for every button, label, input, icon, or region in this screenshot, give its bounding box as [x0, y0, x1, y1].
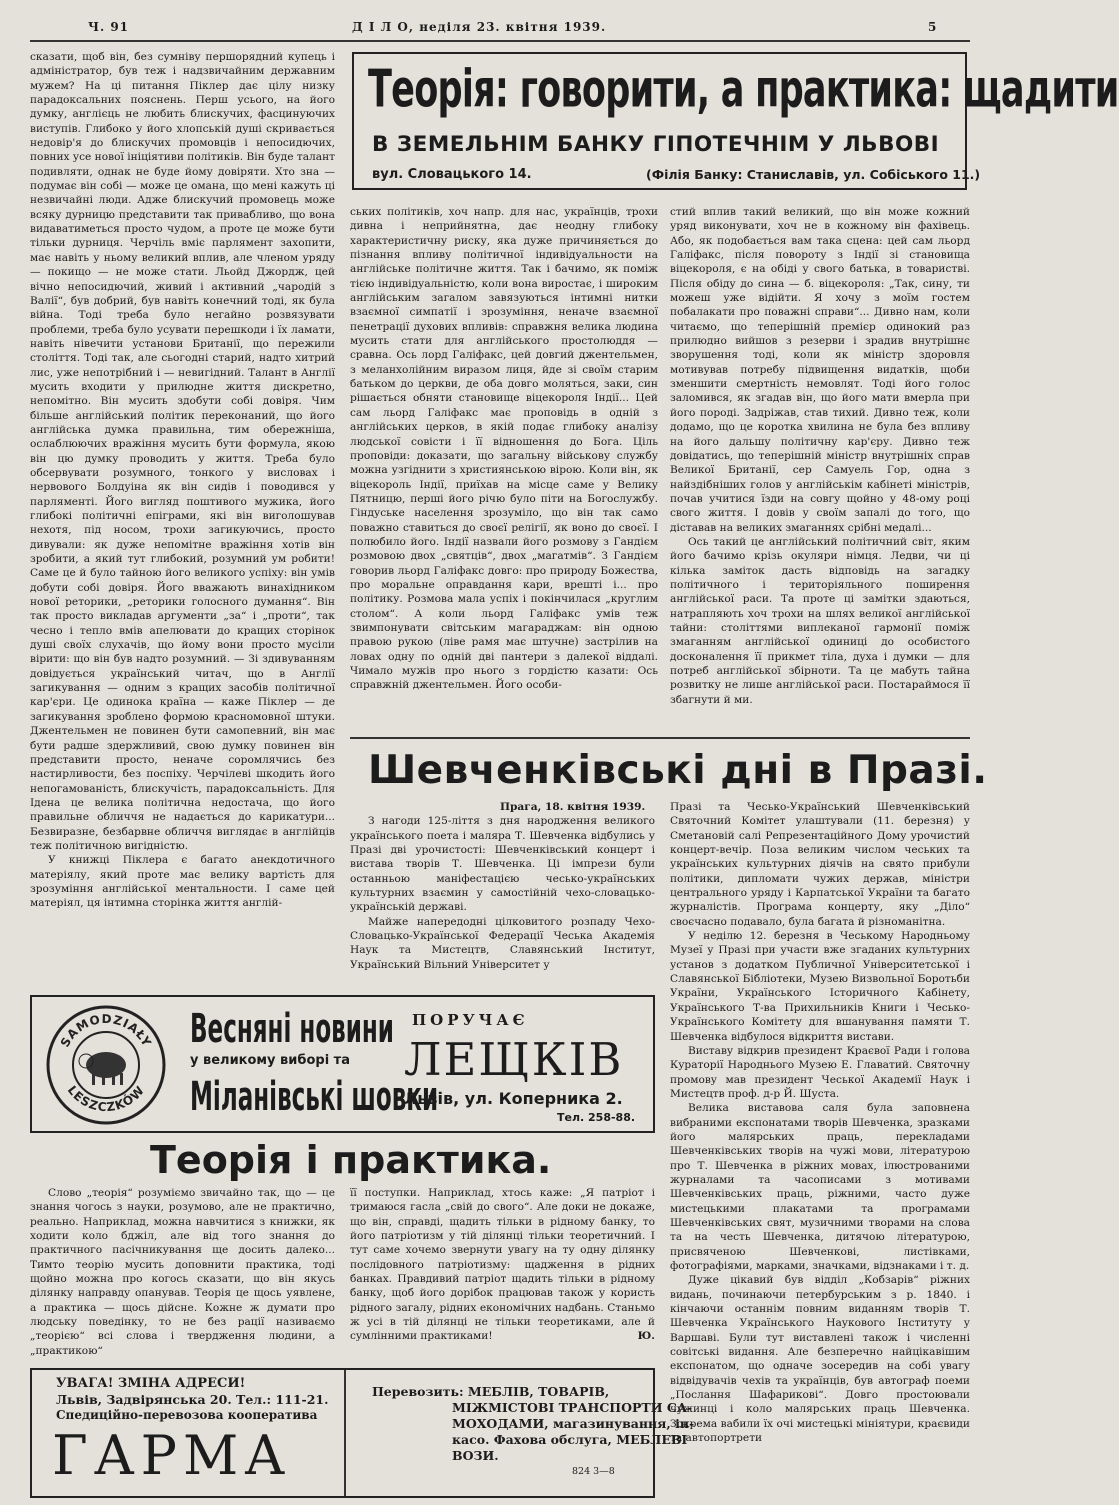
ad-harma-line2: Львів, Задвірянська 20. Тел.: 111-21. — [56, 1392, 329, 1407]
col2-paragraph: ських політиків, хоч напр. для нас, українців, трохи дивна і неприйнятна, дає неодну глибоку характеристичну риску, яка дуже причиняється до пізнання впливу політичної індивідуальности на англійське політичне життя. Так і бачимо, як поміж тією індивідуальністю, коли вона виростає, і широким англійським загалом завязуються інтимні нитки взаємної симпатії і зрозуміння, неначе взаємної пенетрації духових впливів: справжня велика людина мусить стати для англійського простолюддя — сравна. Ось лорд Галіфакс, цей довгий джентельмен, з меланхолійним виразом лиця, йде зі своїм старим батьком до церкви, де оба довго моляться, заки, син рішається обняти становище віцекороля Індії... Цей сам льорд Галіфакс має проповідь в одній з англійських церков, в якій подає глибоку аналізу людської совісти і її відношення до Бога. Ціль проповіди: доказати, що загальну військову службу можна узгіднити з християнською вірою. Коли він, як віцекороль Індії, приїхав на місце саме у Велику Пятницю, перші його річю було піти на Богослужбу. Гіндуське населення зрозуміло, що він так само поважно ставиться до своєї релігії, як воно до своєї. І полюбило його. Індії назвали його розмову з Гандієм розмовою двох „святців“, двох „магатмів“. З Гандієм говорив льорд Галіфакс довго: про природу Божества, про моральне оправдання кари, врешті і... про політику. Розмова мала успіх і покінчилася „круглим столом“. А коли льорд Галіфакс умів теж звимпонувати світським магараджам: він одною правою рукою (ліве рамя має штучне) застрілив на ловах одну по одній дві пантери з далекої віддалі. Чимало мужів про нього з гордістю казати: Ось справжній джентельмен. Його особи- — [350, 206, 658, 692]
ad-harma-r3: МОХОДАМИ, магазинування, ін- — [452, 1416, 695, 1431]
ad-harma-r4: касо. Фахова обслуга, МЕБЛЕВІ — [452, 1432, 688, 1447]
ad-leshchkiv-line1: Весняні новини — [190, 1004, 394, 1052]
ad-top-subtitle: В ЗЕМЕЛЬНІМ БАНКУ ГІПОТЕЧНІМ У ЛЬВОВІ — [372, 132, 940, 157]
ad-leshchkiv-box — [30, 995, 655, 1133]
col3-paragraph: стий вплив такий великий, що він може кожний уряд виконувати, хоч не в кожному він фахівець. Або, як подобається вам така сцена: цей сам льорд Галіфакс, після повороту з Індії зі становища віцекороля, є на обіді у свого батька, в товаристві. Після обіду до сина — б. віцекороля: „Так, сину, ти можеш уже відійти. Я хочу з моїм гостем побалакати про поважні справи“... Дивно нам, коли читаємо, що теперішній премієр одинокий раз прилюдно вийшов з резерви і зрадив внутрішнє зворушення тоді, коли як міністр здоровля мотивував потребу підвищення видатків, щоби зменшити смертність немовлят. Тоді його голос заломився, як згадав він, що його мати вмерла при його породі. Задріжав, став тихий. Дивно теж, коли додамо, що це коротка хвилина не була без впливу на його дальшу політичну кар'єру. Дивно теж довідатись, що теперішній міністр внутрішніх справ Великої Британії, сер Самуель Гор, одна з найздібніших голов у англійськім кабінеті міністрів, почав учитися їзди на совгу щойно у 48-ому році свого життя. І довів у своїм запалі до того, що діставав на великих змаганнях срібні медалі... — [670, 206, 970, 534]
theory-title: Теорія і практика. — [150, 1138, 552, 1182]
col3-paragraph-2: Ось такий це англійський політичний світ, яким його бачимо крізь окуляри німця. Ледви, чи ці кілька заміток дасть відповідь на загадку політичного і територіяльного поширення англійської раси. Та проте ці замітки здаються, натрапляють хоч трохи на шлях великої англійської тайни: століттями виплеканої гармонії поміж змаганням англійської одиниці до особистого досконалення її прикмет тіла, духа і думки — для потреб англійської збірноти. Та це мабуть тайна розвитку не лише англійської раси. Постараймося її збагнути й ми. — [670, 535, 970, 706]
theory-left-text: Слово „теорія“ розуміємо звичайно так, що — це знання чогось з науки, розумово, але не практично, реально. Наприклад, можна навчитися з книжки, як ходити коло бджіл, але від того знання до практичного пасічникування ще досить далеко... Тимто теорію мусить доповнити практика, тоді щойно можна про когось сказати, що він якусь ділянку направду опанував. Теорія це щось уявлене, а практика — щось дійсне. Кожне ж думати про людську поведінку, то не без рації називаємо „теорією“ всі слова і твердження людини, а „практикою“ — [30, 1187, 335, 1357]
shevchenko-right-p2: У неділю 12. березня в Чеському Народньому Музеї у Празі при участи вже згаданих культурних установ з додатком Публичної Університетської і Славянської Бібліотеки, Музею Визвольної Боротьби України, Українського Історичного Кабінету, Українського Т-ва Прихильників Книги і Чесько-Українського Комітету для вшанування памяти Т. Шевченка відбулося відкриття вистави. — [670, 930, 970, 1043]
theory-right-column — [350, 1186, 655, 1361]
shevchenko-left-column — [350, 800, 655, 980]
page-number: 5 — [928, 20, 938, 34]
issue-number: Ч. 91 — [88, 20, 130, 34]
ad-top-branch: (Філія Банку: Станиславів, ул. Собіського 11.) — [646, 167, 981, 182]
theory-left-column — [30, 1186, 335, 1361]
shevchenko-title: Шевченківські дні в Празі. — [368, 748, 988, 793]
ad-leshchkiv-line2: у великому виборі та — [190, 1053, 350, 1068]
ad-leshchkiv-brand: ЛЕЩКІВ — [404, 1033, 624, 1086]
ad-harma-brand: ГАРМА — [52, 1424, 292, 1487]
ad-leshchkiv-phone: Тел. 258-88. — [557, 1111, 636, 1124]
shevchenko-left-p2: Майже напередодні цілковитого розпаду Чехо-Словацько-Української Федерації Чеська Академія Наук та Мистецтв, Славянський Інститут, Український Вільний Університет у — [350, 915, 655, 971]
shevchenko-right-p4: Велика виставова саля була заповнена вибраними експонатами творів Шевченка, зразками його малярських праць, перекладами Шевченківських творів на чужі мови, літературою про Т. Шевченка в ріжних мовах, ілюстрованими журналами та часописами з мотивами Шевченківських праць, ріжними, часто дуже мистецькими плакатами та програмами Шевченківських свят, музичними творами на слова та на честь Шевченка, дитячою літературою, присвяченою Шевченкові, листівками, фотографіями, марками, значками, відзнаками і т. д. — [670, 1102, 970, 1272]
shevchenko-right-p3: Виставу відкрив президент Краєвої Ради і голова Кураторії Народнього Музею Е. Главатий. Святочну промову мав президент Чеської Академії Наук і Мистецтв проф. д-р Й. Шуста. — [670, 1044, 970, 1100]
seal-top-text: SAMODZIAŁY — [57, 1011, 155, 1050]
ad-top-box — [352, 52, 1119, 190]
ad-top-title: Теорія: говорити, а практика: щадити — [368, 58, 1119, 119]
ad-harma-r1: Перевозить: МЕБЛІВ, ТОВАРІВ, — [372, 1384, 610, 1399]
theory-right-text — [350, 1186, 655, 1344]
shevchenko-right-p5: Дуже цікавий був відділ „Кобзарів“ ріжних видань, починаючи петербурським з р. 1840. і кінчаючи останнім повним виданням творів Т. Шевченка Українського Наукового Інституту у Варшаві. Були тут виставлені також і численні совітські видання. Але безперечно найцікавішим експонатом, що одначе зосередив на собі увагу відвідувачів чехів та українців, був автограф поеми „Послання Шафарикові“. Довго простоювали чужинці і коло малярських праць Шевченка. Зокрема вабили їх очі мистецькі мініятури, краєвиди та автопортрети — [670, 1274, 970, 1445]
shevchenko-right-p1: Празі та Чесько-Український Шевченківський Святочний Комітет улаштували (11. березня) у Сметановій салі Репрезентаційного Дому урочистий концерт-вечір. Поза великим числом чеських та українських культурних діячів на свято прибули політики, дипломати чужих держав, міністри центрального уряду і Карпатської України та багато журналістів. Програма концерту, яку „Діло“ своєчасно подавало, була багата й різноманітна. — [670, 801, 970, 928]
masthead-title: Д І Л О, — [352, 20, 415, 34]
ad-leshchkiv-poruchaye: ПОРУЧАЄ — [412, 1011, 529, 1029]
ad-leshchkiv-line3: Міланівські шовки — [190, 1072, 439, 1120]
header-rule — [30, 40, 970, 42]
ad-harma-r5: ВОЗИ. — [452, 1448, 499, 1463]
shevchenko-dateline: Прага, 18. квітня 1939. — [500, 801, 646, 813]
ad-harma-box — [30, 1368, 695, 1498]
sheep-seal-icon — [44, 1003, 168, 1127]
article-column-2 — [350, 205, 658, 730]
shevchenko-left-p1: З нагоди 125-ліття з дня народження великого українського поета і маляра Т. Шевченка відбулись у Празі дві урочистості: Шевченківський концерт і вистава творів Т. Шевченка. Ці імпрези були останньою маніфестацією чесько-українських культурних взаємин у самостійній чехо-словацько-українській державі. — [350, 815, 655, 914]
masthead — [352, 20, 606, 34]
shevchenko-right-column — [670, 800, 970, 1500]
ad-harma-code: 824 3—8 — [572, 1466, 615, 1477]
col1-paragraph: сказати, щоб він, без сумніву першорядний купець і адміністратор, був теж і надзвичайним державним мужем? На ці питання Піклер дає цілу низку парадоксальних пояснень. Перш усього, на його думку, англієць не любить блискучих, фасцинуючих виступів. Глибоко у його хлопській душі скривається недовір'я до блискучих промовців і непосидючих, повних усе нової ініціятиви політиків. Він буде талант подивляти, однак не буде йому довіряти. Хто зна — подумає він собі — може це омана, що мені кажуть ці незвичайні люди. Адже блискучий промовець може всяку дурницю представити так привабливо, що вона видаватиметься просто чудом, а проте це може бути тільки дурниця. Черчіль вміє парлямент захопити, має навіть у ньому великий вплив, але членом уряду — покищо — не може стати. Льойд Джордж, цей вічно непосидючий, живий і активний „чародій з Валії“, був добрий, був навіть конечний тоді, як була війна. Тоді треба було негайно розвязувати проблеми, треба було усувати перешкоди і їх ламати, навіть нівечити установи Британії, що пережили століття. Тоді так, але сьогодні старий, надто хитрий лис, уже непотрібний і — невигідний. Талант в Англії мусить входити у прилюдне життя дискретно, непомітно. Він мусить здобути собі довіря. Чим більше англійський політик переконаний, що його англійська думка правильна, тим обережніша, ослаблюючих вражіння мусить бути формула, якою він цю думку проводить у життя. Треба було обсервувати розумного, тонкого у висловах і нервового Болдуіна як він сидів і поводився у парляменті. Його вигляд поштивого мужика, його глибокі політичні епіграми, які він виголошував нехотя, під носом, трохи загикуючись, просто дивували: як дуже непомітне вражіння хотів він зробити, а який тут глибокий, розумний ум робити! Саме це й було тайною його великого успіху: він умів добути собі довіря. Його вважають винахідником нової реторики, „реторики голосного думання“. Він так просто викладав аргументи „за“ і „проти“, так чесно і тепло вмів апелювати до кращих сторінок душі своїх слухачів, що йому вони просто мусіли вірити: що він був надто розумний. — Зі здивуванням довідується український читач, що в Англії загикування — одним з кращих засобів політичної кар'єри. Це одинока країна — каже Піклер — де загикування зроблено формою красномовної штуки. Джентельмен не повинен бути самопевний, він має бути радше здержливий, свою думку повинен він представити просто, неначе соромлячись без настирливости, без поспіху. Черчілеві шкодить його непогамованість, блискучість, парадоксальність. Для Ідена це велика політична недостача, що його правильне обличчя не надається до карикатури... Безвиразне, безбарвне обличчя виглядає в англійців теж політичною вигідністю. — [30, 51, 335, 852]
article-column-3 — [670, 205, 970, 730]
theory-signature: Ю. — [637, 1330, 655, 1343]
header-date: неділя 23. квітня 1939. — [419, 20, 607, 34]
ad-harma-line3: Спедиційно-перевозова кооператива — [56, 1408, 318, 1422]
col1-paragraph-2: У книжці Піклера є багато анекдотичного матеріялу, який проте має велику вартість для зрозуміння англійської ментальности. І саме цей матеріял, ця інтимна сторінка життя англій- — [30, 854, 335, 910]
ad-harma-divider — [344, 1370, 346, 1496]
theory-right-body: її поступки. Наприклад, хтось каже: „Я патріот і тримаюся гасла „свій до свого“. Але доки не докаже, що він, справді, щадить тільки в рідному банку, то його патріотизм у тій ділянці тільки теоретичний. І тут саме хочемо звернути увагу на ту одну ділянку послідовного патріотизму: щадження в рідних банках. Правдивий патріот щадить тільки в рідному банку, щоб його дорібок працював також у користь рідного загалу, рідних економічних надбань. Станьмо ж усі в тій ділянці не тільки теоретиками, але й сумлінними практиками! — [350, 1187, 655, 1343]
seal-bottom-text: LESZCZKÓW — [64, 1082, 148, 1115]
ad-harma-line1: УВАГА! ЗМІНА АДРЕСИ! — [56, 1376, 246, 1391]
ad-leshchkiv-address: Львів, ул. Коперника 2. — [404, 1089, 623, 1108]
article-column-1 — [30, 50, 335, 974]
section-rule — [350, 737, 970, 739]
ad-top-address: вул. Словацького 14. — [372, 167, 532, 182]
ad-harma-r2: МІЖМІСТОВІ ТРАНСПОРТИ СА- — [452, 1400, 693, 1415]
